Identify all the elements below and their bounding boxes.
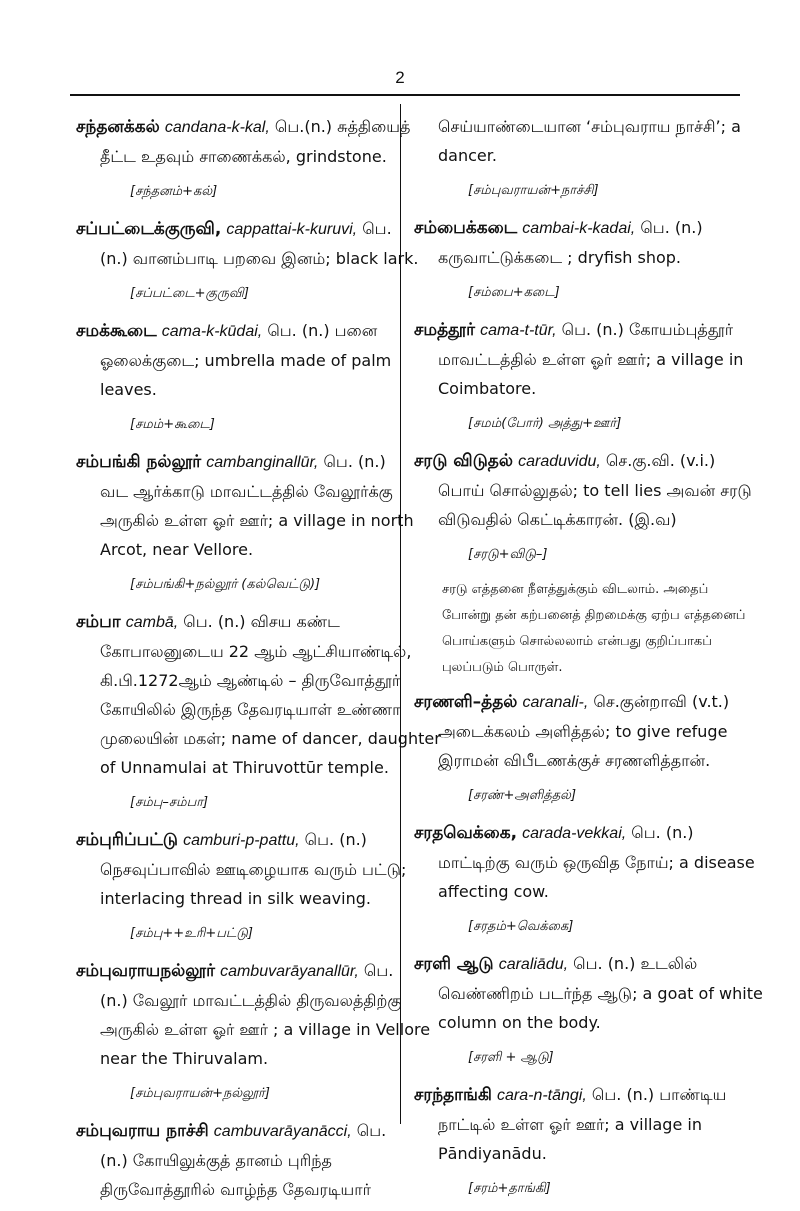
definition-text: column on the body. (438, 1013, 601, 1032)
transliteration: caraliādu, (498, 956, 569, 973)
dictionary-entry (76, 316, 392, 439)
definition-text: பெ. (n.) பாண்டிய (591, 1085, 727, 1104)
definition-text: ஓலைக்குடை; umbrella made of palm (100, 351, 392, 370)
etymology: [சம்பங்கி+நல்லூர் (கல்வெட்டு)] (130, 577, 321, 592)
dictionary-entry (414, 818, 755, 941)
definition-text: பெ.(n.) சுத்தியைத் (274, 117, 411, 136)
etymology: [சப்பட்டை+குருவி] (130, 286, 249, 301)
transliteration: cambuvarāyanācci, (213, 1123, 352, 1140)
definition-text: கோபாலனுடைய 22 ஆம் ஆட்சியாண்டில், (100, 642, 412, 661)
headword: சம்பா (76, 612, 121, 632)
etymology: [சந்தனம்+கல்] (130, 184, 218, 199)
headword: சரந்தாங்கி (414, 1085, 492, 1105)
definition-text: (n.) வானம்பாடி பறவை இனம்; black lark. (100, 249, 419, 268)
definition-text: அடைக்கலம் அளித்தல்; to give refuge (438, 722, 728, 741)
definition-text: பெ. (n.) கோயம்புத்தூர் (561, 320, 734, 339)
dictionary-entry (76, 956, 431, 1108)
etymology: [சரதம்+வெக்கை] (468, 919, 574, 934)
transliteration: cambuvarāyanallūr, (220, 963, 359, 980)
definition-text: Pāndiyanādu. (438, 1144, 547, 1163)
definition-text: தீட்ட உதவும் சாணைக்கல், grindstone. (100, 147, 387, 166)
transliteration: cambai-k-kadai, (522, 220, 636, 237)
dictionary-entry (76, 1116, 386, 1204)
page-number: 2 (395, 68, 405, 87)
transliteration: camburi-p-pattu, (183, 832, 300, 849)
headword: சம்புரிப்பட்டு (76, 830, 178, 850)
usage-note-line: சரடு எத்தனை நீளத்துக்கும் விடலாம். அதைப் (442, 582, 709, 597)
definition-text: பெ. (363, 961, 394, 980)
headword: சரடு விடுதல் (414, 451, 513, 471)
dictionary-entry (414, 446, 752, 681)
transliteration: caraduvidu, (518, 453, 601, 470)
definition-text: விடுவதில் கெட்டிக்காரன். (இ.வ) (438, 510, 677, 529)
headword: சமத்தூர் (414, 320, 475, 340)
definition-text: வெண்ணிறம் படர்ந்த ஆடு; a goat of white (438, 984, 763, 1003)
definition-text: இராமன் விபீடணக்குச் சரணளித்தான். (438, 751, 711, 770)
definition-text: பெ. (356, 1121, 387, 1140)
definition-text: (n.) வேலூர் மாவட்டத்தில் திருவலத்திற்கு (100, 991, 402, 1010)
definition-text: பெ. (n.) விசய கண்ட (183, 612, 340, 631)
dictionary-entry-continued (414, 112, 741, 205)
definition-text: near the Thiruvalam. (100, 1049, 269, 1068)
definition-text: பெ. (n.) பனை (267, 321, 378, 340)
definition-text: dancer. (438, 146, 497, 165)
definition-text: கோயிலில் இருந்த தேவரடியாள் உண்ணா (100, 700, 401, 719)
usage-note-line: போன்று தன் கற்பனைத் திறமைக்கு ஏற்ப எத்தனைப் (442, 608, 746, 623)
etymology: [சரளி + ஆடு] (468, 1050, 554, 1065)
definition-text: leaves. (100, 380, 157, 399)
etymology: [சரடு+விடு–] (468, 547, 548, 562)
left-column (76, 112, 441, 1206)
etymology: [சம்பை+கடை] (468, 285, 560, 300)
definition-text: கி.பி.1272ஆம் ஆண்டில் – திருவோத்தூர் (100, 671, 401, 690)
definition-text: நாட்டில் உள்ள ஓர் ஊர்; a village in (438, 1115, 702, 1134)
etymology: [சம்பு–சம்பா] (130, 795, 209, 810)
definition-text: பொய் சொல்லுதல்; to tell lies அவன் சரடு (438, 481, 752, 500)
headword: சரதவெக்கை, (414, 823, 518, 843)
definition-text: வட ஆர்க்காடு மாவட்டத்தில் வேலூர்க்கு (100, 482, 393, 501)
definition-text: பெ. (362, 219, 392, 238)
transliteration: caranali-, (522, 694, 589, 711)
headword: சம்புவராயநல்லூர் (76, 961, 215, 981)
headword: சம்பங்கி நல்லூர் (76, 452, 202, 472)
dictionary-entry (414, 315, 744, 438)
transliteration: cambanginallūr, (206, 454, 319, 471)
definition-text: செய்யாண்டையான ‘சம்புவராய நாச்சி’; a (438, 117, 741, 136)
usage-note-line: பொய்களும் சொல்லலாம் என்பது குறிப்பாகப் (442, 634, 712, 649)
transliteration: cara-n-tāngi, (496, 1087, 587, 1104)
definition-text: செ.கு.வி. (v.i.) (605, 451, 716, 470)
definition-text: முலையின் மகள்; name of dancer, daughter (100, 729, 441, 748)
header-rule (70, 94, 740, 96)
etymology: [சமம்+கூடை] (130, 417, 215, 432)
etymology: [சம்புவராயன்+நாச்சி] (468, 183, 599, 198)
definition-text: பெ. (n.) (304, 830, 367, 849)
etymology: [சம்பு++உரி+பட்டு] (130, 926, 253, 941)
definition-text: திருவோத்தூரில் வாழ்ந்த தேவரடியார் (100, 1180, 371, 1199)
definition-text: மாட்டிற்கு வரும் ஒருவித நோய்; a disease (438, 853, 755, 872)
transliteration: cappattai-k-kuruvi, (226, 221, 358, 238)
dictionary-entry (76, 447, 414, 599)
definition-text: of Unnamulai at Thiruvottūr temple. (100, 758, 389, 777)
transliteration: cama-k-kūdai, (161, 323, 263, 340)
usage-note-line: புலப்படும் பொருள். (442, 660, 563, 675)
dictionary-entry (76, 607, 441, 817)
transliteration: carada-vekkai, (522, 825, 627, 842)
etymology: [சமம்(போர்) அத்து+ஊர்] (468, 416, 622, 431)
definition-text: கருவாட்டுக்கடை ; dryfish shop. (438, 248, 682, 267)
headword: சம்புவராய நாச்சி (76, 1121, 209, 1141)
headword: சமக்கூடை (76, 321, 157, 341)
definition-text: அருகில் உள்ள ஓர் ஊர்; a village in north (100, 511, 414, 530)
etymology: [சரண்+அளித்தல்] (468, 788, 577, 803)
transliteration: cambā, (125, 614, 179, 631)
dictionary-entry (414, 1080, 736, 1203)
definition-text: பெ. (n.) (640, 218, 703, 237)
definition-text: மாவட்டத்தில் உள்ள ஓர் ஊர்; a village in (438, 350, 744, 369)
dictionary-entry (76, 825, 407, 948)
dictionary-entry (76, 214, 419, 308)
dictionary-entry (414, 213, 736, 307)
etymology: [சரம்+தாங்கி] (468, 1181, 551, 1196)
dictionary-entry (414, 949, 763, 1072)
definition-text: பெ. (n.) உடலில் (573, 954, 698, 973)
definition-text: நெசவுப்பாவில் ஊடிழையாக வரும் பட்டு; (100, 860, 407, 879)
definition-text: செ.குன்றாவி (v.t.) (593, 692, 730, 711)
definition-text: பெ. (n.) (631, 823, 694, 842)
definition-text: interlacing thread in silk weaving. (100, 889, 371, 908)
headword: சரணளி–த்தல் (414, 692, 518, 712)
transliteration: cama-t-tūr, (480, 322, 557, 339)
etymology: [சம்புவராயன்+நல்லூர்] (130, 1086, 270, 1101)
definition-text: (n.) கோயிலுக்குத் தானம் புரிந்த (100, 1151, 332, 1170)
dictionary-entry (414, 687, 736, 810)
right-column (414, 112, 763, 1211)
headword: சப்பட்டைக்குருவி, (76, 219, 222, 239)
headword: சந்தனக்கல் (76, 117, 160, 137)
headword: சரளி ஆடு (414, 954, 494, 974)
definition-text: Coimbatore. (438, 379, 537, 398)
definition-text: அருகில் உள்ள ஓர் ஊர் ; a village in Vellore (100, 1020, 431, 1039)
definition-text: affecting cow. (438, 882, 549, 901)
definition-text: Arcot, near Vellore. (100, 540, 254, 559)
usage-note (414, 577, 746, 681)
headword: சம்பைக்கடை (414, 218, 518, 238)
definition-text: பெ. (n.) (323, 452, 386, 471)
transliteration: candana-k-kal, (164, 119, 270, 136)
dictionary-entry (76, 112, 411, 206)
